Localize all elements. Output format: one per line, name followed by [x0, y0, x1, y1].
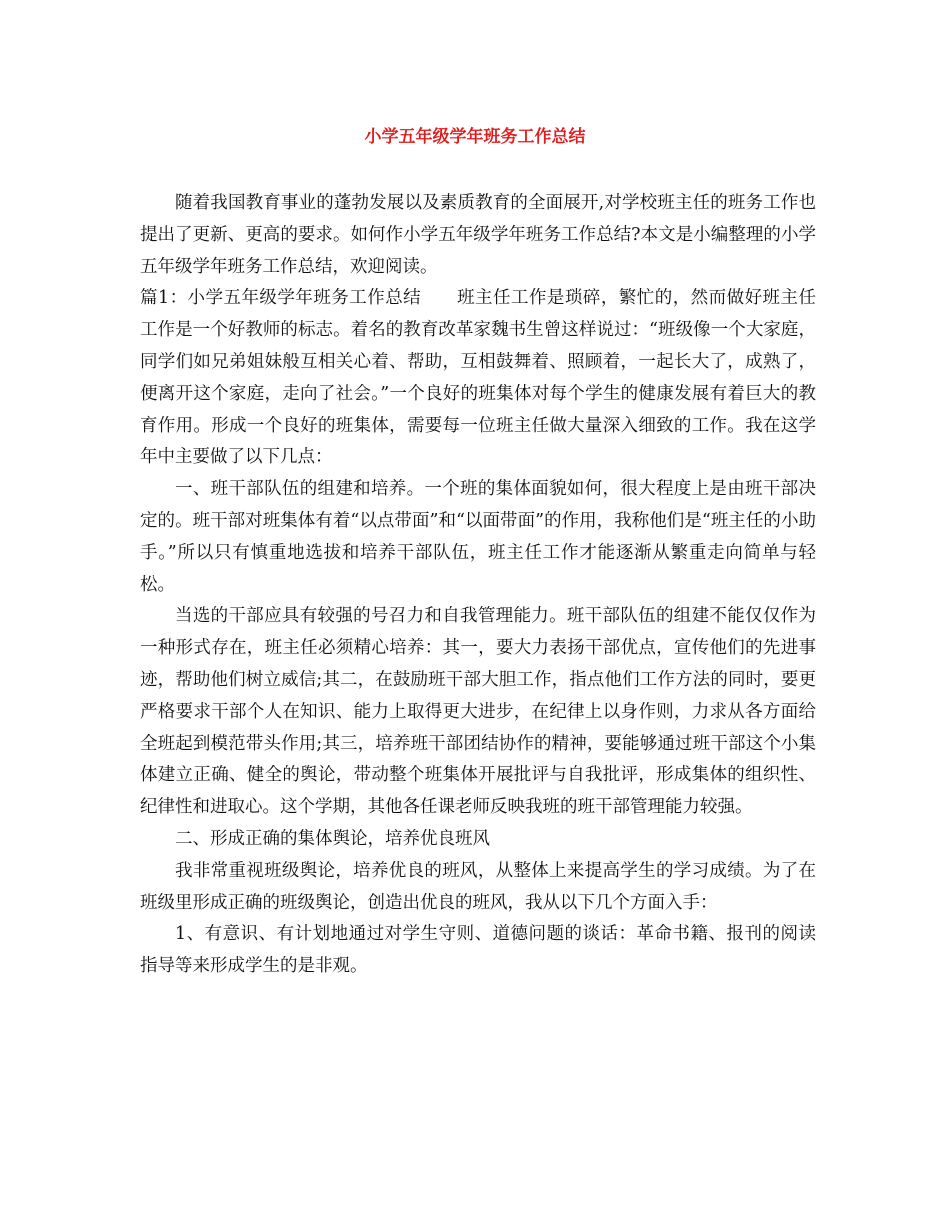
paragraph-item-1: 1、有意识、有计划地通过对学生守则、道德问题的谈话：革命书籍、报刊的阅读指导等来形成学生的是非观。: [140, 924, 816, 977]
document-body: [140, 188, 816, 983]
document-title: 小学五年级学年班务工作总结: [364, 127, 586, 147]
paragraph-cadre-training: 当选的干部应具有较强的号召力和自我管理能力。班干部队伍的组建不能仅仅作为一种形式存在，班主任必须精心培养：其一，要大力表扬干部优点，宣传他们的先进事迹，帮助他们树立威信;其二，在鼓励班干部大胆工作，指点他们工作方法的同时，要更严格要求干部个人在知识、能力上取得更大进步，在纪律上以身作则，力求从各方面给全班起到模范带头作用;其三，培养班干部团结协作的精神，要能够通过班干部这个小集体建立正确、健全的舆论，带动整个班集体开展批评与自我批评，形成集体的组织性、纪律性和进取心。这个学期，其他各任课老师反映我班的班干部管理能力较强。: [140, 606, 816, 818]
paragraph-chapter-1: 篇1：小学五年级学年班务工作总结 班主任工作是琐碎，繁忙的，然而做好班主任工作是一个好教师的标志。着名的教育改革家魏书生曾这样说过：“班级像一个大家庭，同学们如兄弟姐妹般互相关心着、帮助，互相鼓舞着、照顾着，一起长大了，成熟了，便离开这个家庭，走向了社会。”一个良好的班集体对每个学生的健康发展有着巨大的教育作用。形成一个良好的班集体，需要每一位班主任做大量深入细致的工作。我在这学年中主要做了以下几点：: [140, 288, 816, 468]
paragraph-class-opinion: 我非常重视班级舆论，培养优良的班风，从整体上来提高学生的学习成绩。为了在班级里形成正确的班级舆论，创造出优良的班风，我从以下几个方面入手：: [140, 860, 816, 913]
paragraph-intro: 随着我国教育事业的蓬勃发展以及素质教育的全面展开,对学校班主任的班务工作也提出了更新、更高的要求。如何作小学五年级学年班务工作总结?本文是小编整理的小学五年级学年班务工作总结，欢迎阅读。: [140, 193, 816, 277]
paragraph-section-2-heading: 二、形成正确的集体舆论，培养优良班风: [175, 828, 490, 849]
paragraph-section-1: 一、班干部队伍的组建和培养。一个班的集体面貌如何，很大程度上是由班干部决定的。班干部对班集体有着“以点带面”和“以面带面”的作用，我称他们是“班主任的小助手。”所以只有慎重地选拔和培养干部队伍，班主任工作才能逐渐从繁重走向简单与轻松。: [140, 479, 816, 595]
